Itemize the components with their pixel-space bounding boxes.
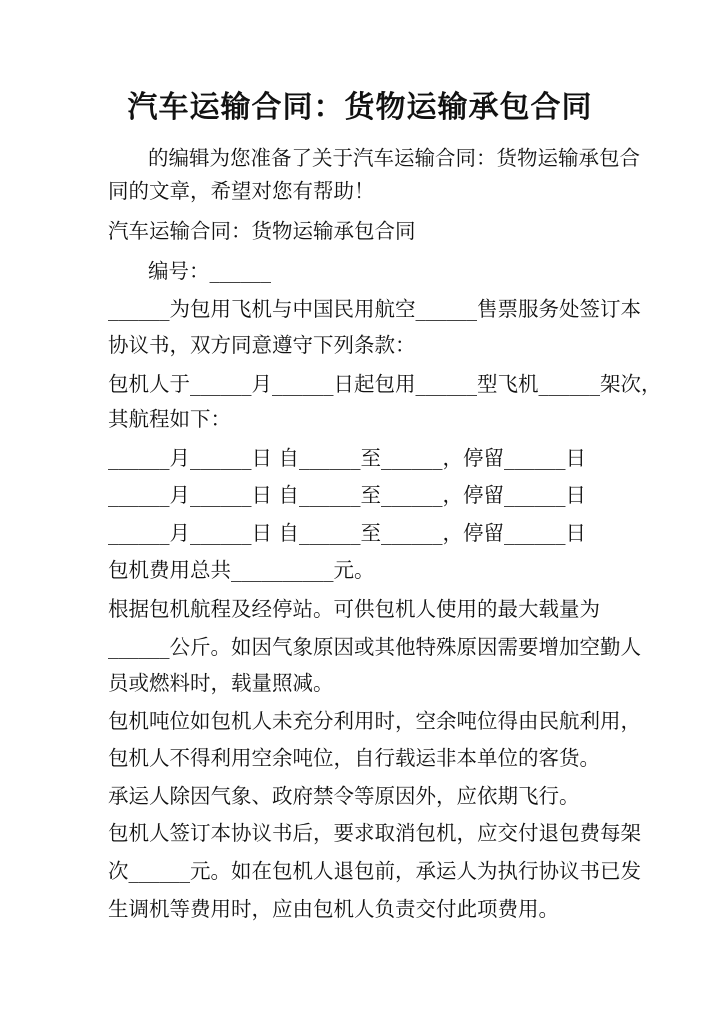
itinerary-line: ______月______日 自______至______，停留______日: [108, 521, 587, 545]
paragraph-line: ______公斤。如因气象原因或其他特殊原因需要增加空勤人: [108, 635, 641, 659]
paragraph-line: 根据包机航程及经停站。可供包机人使用的最大载量为: [108, 597, 600, 621]
paragraph-line: 员或燃料时，载量照减。: [108, 671, 334, 695]
paragraph-line: 协议书，双方同意遵守下列条款：: [108, 333, 416, 357]
paragraph-line: 包机人于______月______日起包用______型飞机______架次，: [108, 372, 662, 396]
paragraph-line: 包机人不得利用空余吨位，自行载运非本单位的客货。: [108, 746, 600, 770]
subtitle-line: 汽车运输合同：货物运输承包合同: [108, 219, 416, 243]
itinerary-line: ______月______日 自______至______，停留______日: [108, 483, 587, 507]
paragraph-line: 包机人签订本协议书后，要求取消包机，应交付退包费每架: [108, 821, 641, 845]
paragraph-line: 承运人除因气象、政府禁令等原因外，应依期飞行。: [108, 784, 580, 808]
paragraph-line: 其航程如下：: [108, 407, 231, 431]
itinerary-line: ______月______日 自______至______，停留______日: [108, 446, 587, 470]
serial-number-line: 编号：______: [148, 259, 271, 283]
paragraph-line: 次______元。如在包机人退包前，承运人为执行协议书已发: [108, 859, 641, 883]
fee-total-line: 包机费用总共__________元。: [108, 558, 375, 582]
intro-line-2: 同的文章，希望对您有帮助！: [108, 179, 375, 203]
paragraph-line: ______为包用飞机与中国民用航空______售票服务处签订本: [108, 297, 641, 321]
paragraph-line: 生调机等费用时，应由包机人负责交付此项费用。: [108, 897, 559, 921]
paragraph-line: 包机吨位如包机人未充分利用时，空余吨位得由民航利用，: [108, 709, 641, 733]
intro-line-1: 的编辑为您准备了关于汽车运输合同：货物运输承包合: [148, 146, 640, 170]
document-title: 汽车运输合同：货物运输承包合同: [127, 90, 593, 125]
